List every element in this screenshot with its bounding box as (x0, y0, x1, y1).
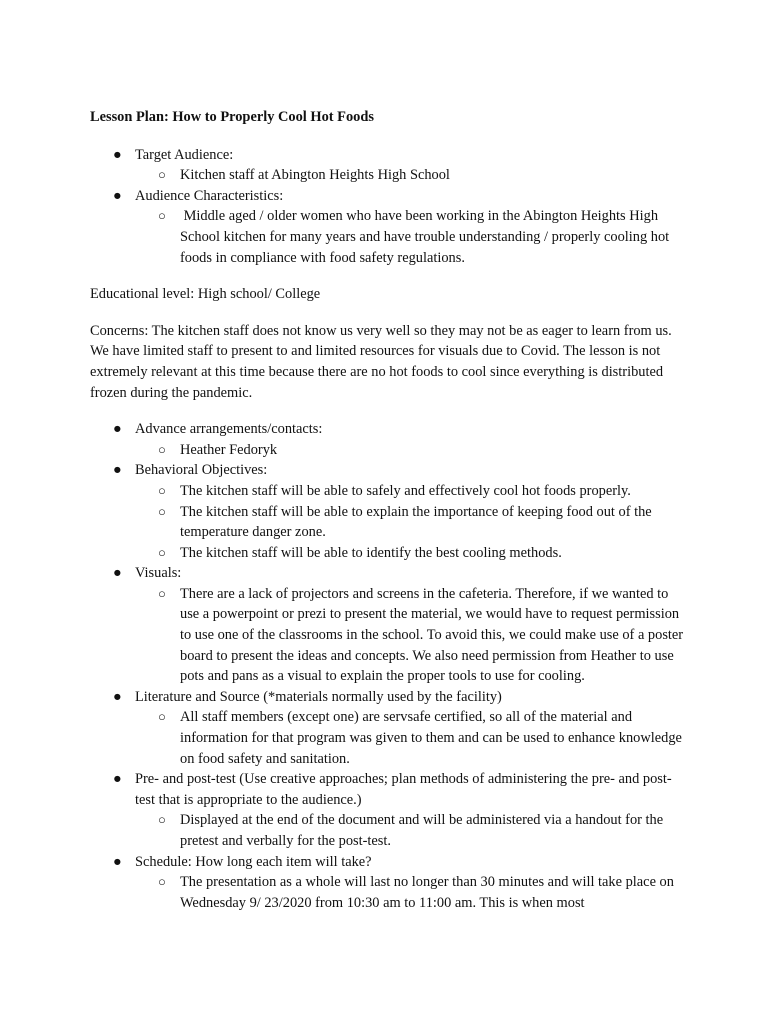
list-item-label: Literature and Source (*materials normally used by the facility) (135, 688, 502, 705)
sub-list-item (135, 872, 690, 913)
sub-list-item (135, 206, 690, 268)
list-item (90, 145, 690, 186)
list-item (90, 186, 690, 268)
sub-list-item-text: The kitchen staff will be able to safely and effectively cool hot foods properly. (180, 482, 631, 499)
list-item (90, 563, 690, 687)
educational-level: Educational level: High school/ College (90, 286, 321, 303)
bullet-icon: ● (113, 771, 122, 788)
list-item (90, 419, 690, 460)
sub-list-item-text: The kitchen staff will be able to explain the importance of keeping food out of the temperature danger zone. (180, 503, 652, 541)
hollow-bullet-icon: ○ (158, 874, 166, 890)
bullet-icon: ● (113, 565, 122, 582)
bullet-icon: ● (113, 853, 122, 870)
sub-list (135, 440, 690, 461)
sub-list (135, 707, 690, 769)
sub-list-item-text: There are a lack of projectors and screens in the cafeteria. Therefore, if we wanted to use a powerpoint or prezi to present the material, we would have to request permission to use one of the classrooms in the school. To avoid this, we could make use of a poster board to present the ideas and concepts. We also need permission from Heather to use pots and pans as a visual to explain the proper tools to use for cooling. (180, 585, 684, 685)
hollow-bullet-icon: ○ (158, 503, 166, 519)
sub-list-item (135, 440, 690, 461)
sub-list-item (135, 502, 690, 543)
sub-list-item-text: The presentation as a whole will last no longer than 30 minutes and will take place on Wednesday 9/ 23/2020 from 10:30 am to 11:00 am. This is when most (180, 874, 674, 911)
hollow-bullet-icon: ○ (158, 709, 166, 725)
bullet-icon: ● (113, 421, 122, 438)
sub-list-item (135, 481, 690, 502)
sub-list-item (135, 543, 690, 564)
sub-list-item (135, 810, 690, 851)
sub-list-item-text: Displayed at the end of the document and will be administered via a handout for the pretest and verbally for the post-test. (180, 812, 664, 849)
sub-list (135, 584, 690, 687)
hollow-bullet-icon: ○ (158, 441, 166, 457)
concerns-paragraph: Concerns: The kitchen staff does not know us very well so they may not be as eager to learn from us. We have limited staff to present to and limited resources for visuals due to Covid. The lesson is not extremely relevant at this time because there are no hot foods to cool since everything is distributed frozen during the pandemic. (90, 322, 672, 401)
document-page (90, 107, 690, 929)
bullet-icon: ● (113, 187, 122, 204)
hollow-bullet-icon: ○ (158, 208, 166, 224)
sub-list-item-text: Kitchen staff at Abington Heights High School (180, 167, 450, 184)
sub-list-item (135, 165, 690, 186)
list-item (90, 769, 690, 851)
sub-list-item (135, 584, 690, 687)
bullet-icon: ● (113, 462, 122, 479)
list-item-label: Audience Characteristics: (135, 187, 284, 204)
hollow-bullet-icon: ○ (158, 585, 166, 601)
sub-list-item-text: All staff members (except one) are servsafe certified, so all of the material and information for that program was given to them and can be used to enhance knowledge on food safety and sanitation. (180, 709, 682, 767)
sub-list (135, 810, 690, 851)
hollow-bullet-icon: ○ (158, 812, 166, 828)
sub-list-item-text: Heather Fedoryk (180, 441, 278, 458)
list-item-label: Schedule: How long each item will take? (135, 853, 372, 870)
hollow-bullet-icon: ○ (158, 544, 166, 560)
sub-list (135, 165, 690, 186)
bullet-icon: ● (113, 146, 122, 163)
sub-list (135, 206, 690, 268)
list-item (90, 687, 690, 769)
sub-list (135, 481, 690, 563)
hollow-bullet-icon: ○ (158, 167, 166, 183)
sub-list-item-text: The kitchen staff will be able to identify the best cooling methods. (180, 544, 562, 561)
plan-details-list (90, 419, 690, 913)
sub-list-item (135, 707, 690, 769)
list-item (90, 460, 690, 563)
document-title: Lesson Plan: How to Properly Cool Hot Foods (90, 109, 374, 125)
sub-list-item-text: Middle aged / older women who have been working in the Abington Heights High School kitchen for many years and have trouble understanding / properly cooling hot foods in compliance with food safety regulations. (180, 208, 673, 266)
list-item-label: Behavioral Objectives: (135, 462, 268, 479)
list-item-label: Pre- and post-test (Use creative approaches; plan methods of administering the pre- and post-test that is appropriate to the audience.) (135, 771, 672, 808)
list-item (90, 852, 690, 914)
list-item-label: Visuals: (135, 565, 182, 582)
bullet-icon: ● (113, 688, 122, 705)
hollow-bullet-icon: ○ (158, 482, 166, 498)
list-item-label: Advance arrangements/contacts: (135, 421, 323, 438)
audience-list (90, 145, 690, 269)
sub-list (135, 872, 690, 913)
list-item-label: Target Audience: (135, 146, 234, 163)
